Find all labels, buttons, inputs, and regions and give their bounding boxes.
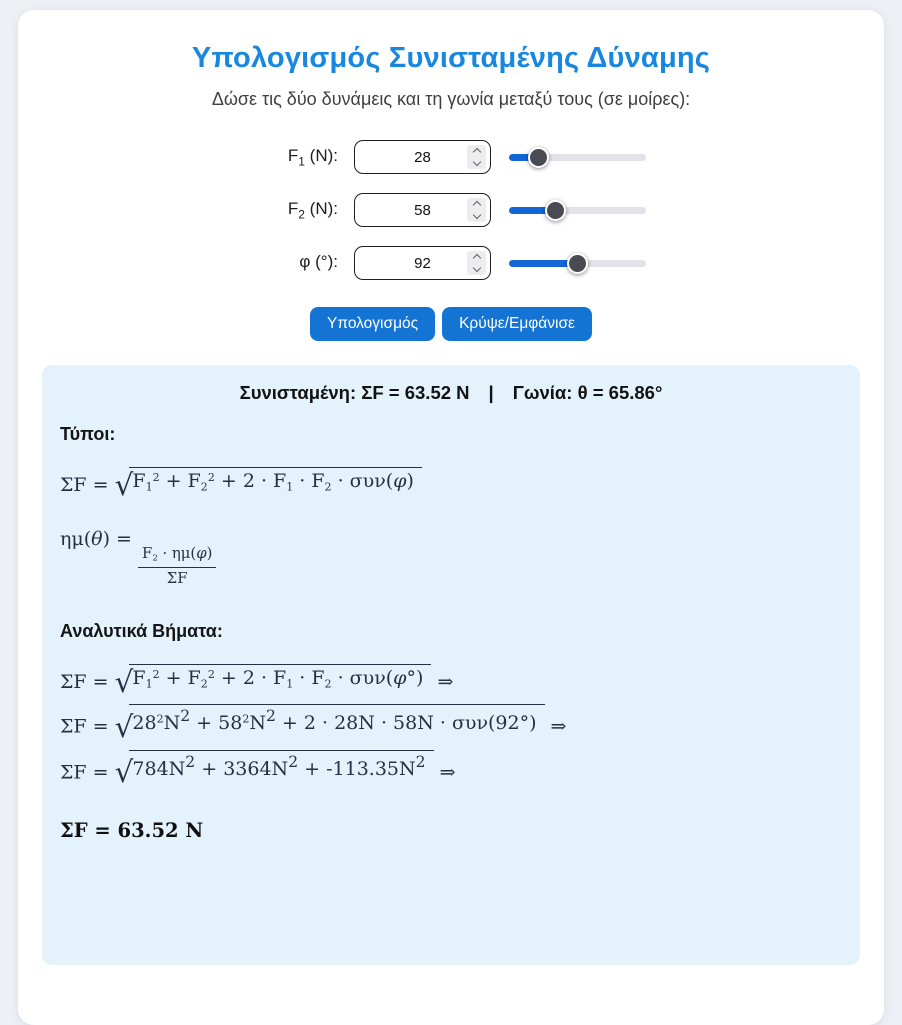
stepper-up-icon[interactable]	[472, 148, 480, 156]
f2-stepper[interactable]	[467, 198, 486, 222]
f1-slider[interactable]	[509, 154, 646, 161]
result-summary	[60, 382, 842, 404]
stepper-down-icon[interactable]	[472, 158, 480, 166]
formula-sine: ημ(θ) = $\frac{F2 \cdot \eta\mu(\varphi)}{\Sigma F}$	[60, 528, 842, 587]
form-row-f2	[215, 193, 687, 227]
stepper-down-icon[interactable]	[472, 211, 480, 219]
stepper-down-icon[interactable]	[472, 264, 480, 272]
app-card	[18, 10, 884, 1025]
stepper-up-icon[interactable]	[472, 254, 480, 262]
formulas-heading: Τύποι:	[60, 424, 116, 444]
results-panel	[42, 365, 860, 965]
stepper-up-icon[interactable]	[472, 201, 480, 209]
steps-heading: Αναλυτικά Βήματα:	[60, 620, 223, 641]
summary-separator: |	[488, 382, 494, 403]
step-2: ΣF = √ $28^2N^2 + 58^2N^2 + 2 \cdot 28N \cdot 58N \cdot \sigma\upsilon\nu(92^\circ)$ ⇒	[60, 704, 842, 739]
f1-label: $F_1$ (N):	[287, 145, 338, 169]
force-form	[215, 140, 687, 280]
resultant-value: Συνισταμένη: ΣF = 63.52 N	[239, 382, 470, 403]
f2-label: $F_2$ (N):	[287, 198, 338, 222]
formula-resultant: ΣF = √ $F1^2 + F2^2 + 2 \cdot F1 \cdot F2 \cdot \sigma\upsilon\nu(\varphi)$	[60, 467, 842, 498]
f2-slider[interactable]	[509, 207, 646, 214]
page-subtitle: Δώσε τις δύο δυνάμεις και τη γωνία μεταξύ τους (σε μοίρες):	[211, 89, 691, 109]
button-row	[42, 307, 860, 341]
final-result: ΣF = 63.52 N	[60, 818, 204, 842]
step-1: ΣF = √ $F1^2 + F2^2 + 2 \cdot F1 \cdot F2 \cdot \sigma\upsilon\nu(\varphi^\circ)$ ⇒	[60, 664, 454, 699]
phi-stepper[interactable]	[467, 251, 486, 275]
phi-label: φ (°):	[299, 251, 338, 271]
form-row-phi	[215, 246, 687, 280]
f1-stepper[interactable]	[467, 145, 486, 169]
angle-value: Γωνία: θ = 65.86°	[512, 382, 663, 403]
calculate-button[interactable]: Υπολογισμός	[310, 307, 435, 341]
phi-slider[interactable]	[509, 260, 646, 267]
toggle-results-button[interactable]: Κρύψε/Εμφάνισε	[442, 307, 592, 341]
step-3: ΣF = √ $784N^2 + 3364N^2 + -113.35N^2$ ⇒	[60, 750, 842, 785]
page-title: Υπολογισμός Συνισταμένης Δύναμης	[191, 42, 711, 74]
form-row-f1	[215, 140, 687, 174]
